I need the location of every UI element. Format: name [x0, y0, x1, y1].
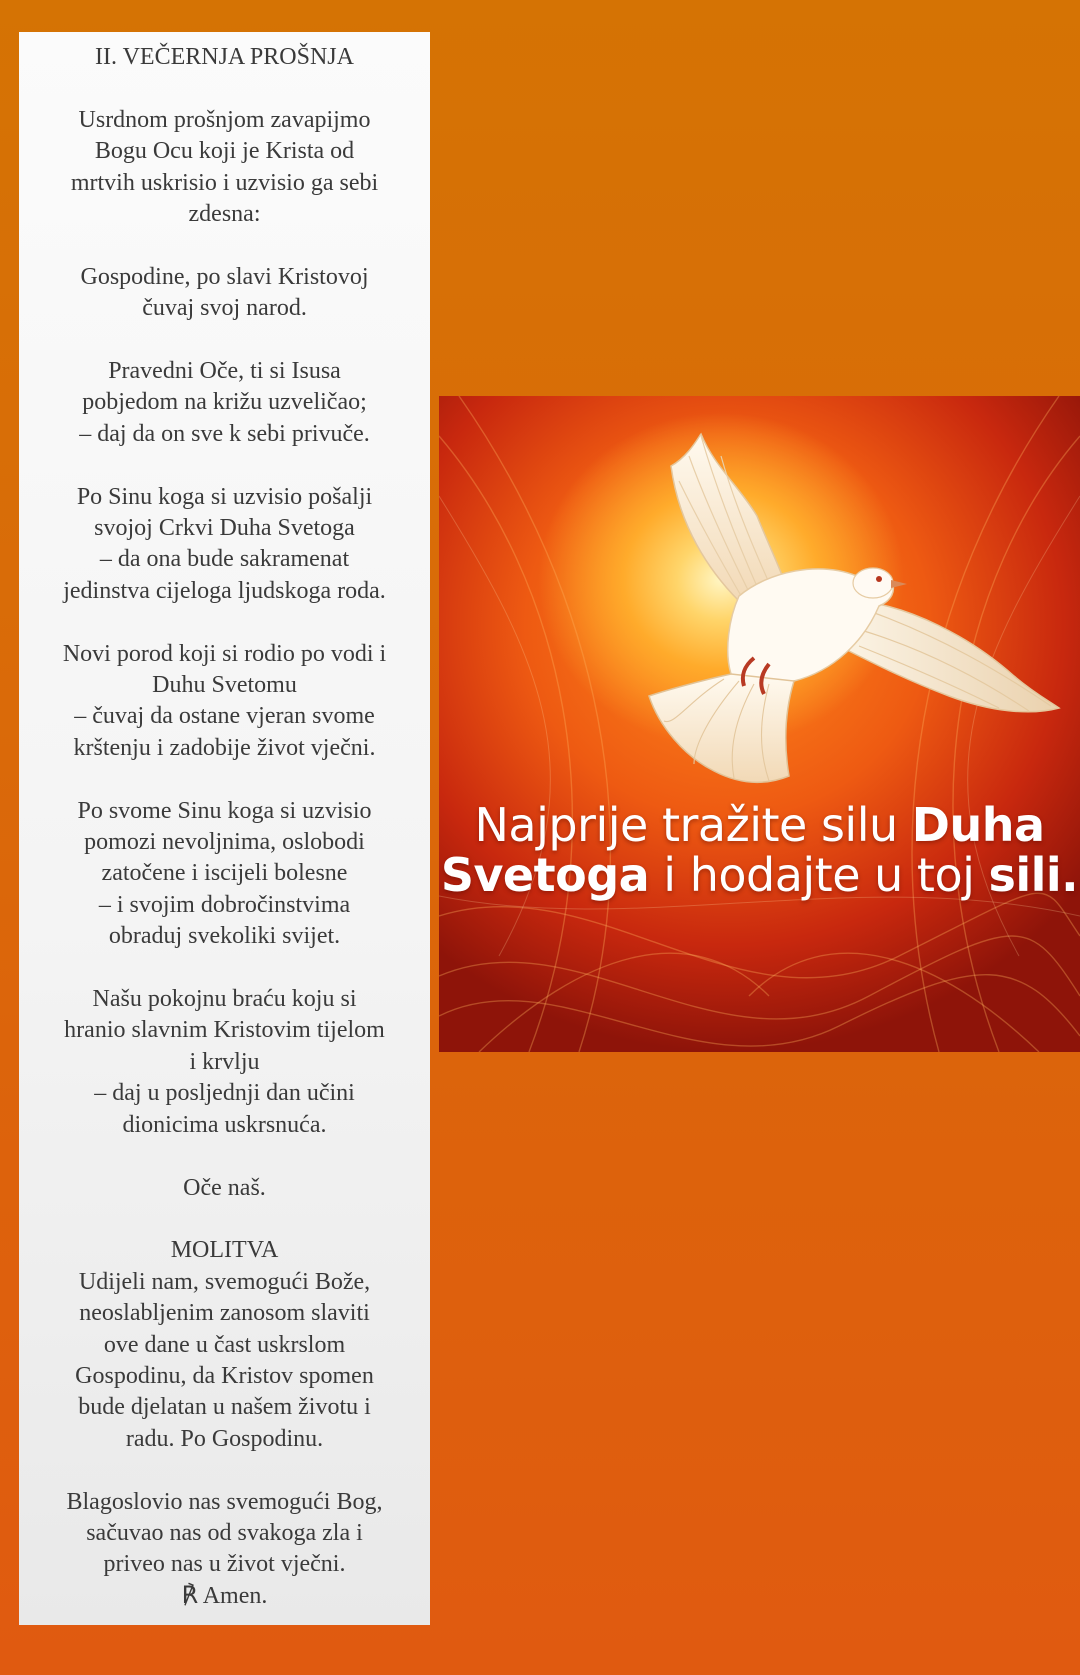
caption-line-1-normal: Najprije tražite silu	[474, 798, 912, 852]
molitva	[33, 1235, 416, 1455]
blessing-line: sačuvao nas od svakoga zla i	[86, 1519, 363, 1546]
caption-line-2	[441, 848, 1078, 902]
petition-line: hranio slavnim Kristovim tijelom	[64, 1017, 385, 1044]
petition-line: i krvlju	[189, 1048, 260, 1075]
molitva-line: Udijeli nam, svemogući Bože,	[78, 1268, 371, 1295]
prayer-response-line: Gospodine, po slavi Kristovoj	[80, 263, 369, 290]
petition-line: pomozi nevoljnima, oslobodi	[84, 829, 365, 856]
image-caption	[439, 800, 1080, 900]
molitva-line: ove dane u čast uskrslom	[103, 1331, 346, 1358]
petition-line: dionicima uskrsnuća.	[122, 1111, 327, 1138]
petition-1	[33, 356, 416, 450]
petition-5	[33, 984, 416, 1141]
caption-line-2-bold-end: sili.	[988, 848, 1079, 902]
petition-line: – da ona bude sakramenat	[99, 546, 350, 573]
petition-line: Našu pokojnu braću koju si	[92, 986, 357, 1013]
petition-line: jedinstva cijeloga ljudskoga roda.	[63, 577, 386, 604]
petition-3	[33, 639, 416, 765]
caption-line-1-bold: Duha	[911, 798, 1045, 852]
petition-line: Novi porod koji si rodio po vodi i	[62, 640, 387, 667]
petition-line: Pravedni Oče, ti si Isusa	[108, 358, 341, 385]
petition-line: – čuvaj da ostane vjeran svome	[74, 703, 375, 730]
petition-4	[33, 796, 416, 953]
petition-line: zatočene i iscijeli bolesne	[101, 860, 348, 887]
prayer-intro-line: Usrdnom prošnjom zavapijmo	[78, 106, 371, 133]
petition-2	[33, 482, 416, 608]
molitva-line: neoslabljenim zanosom slaviti	[79, 1300, 370, 1327]
caption-line-2-bold: Svetoga	[440, 848, 650, 902]
petition-line: svojoj Crkvi Duha Svetoga	[94, 515, 355, 542]
molitva-line: Gospodinu, da Kristov spomen	[75, 1362, 374, 1389]
prayer-intro-line: Bogu Ocu koji je Krista od	[94, 138, 355, 165]
petition-line: – i svojim dobročinstvima	[98, 891, 351, 918]
blessing-amen: ℟ Amen.	[181, 1582, 268, 1609]
molitva-line: radu. Po Gospodinu.	[125, 1425, 324, 1452]
petition-line: Duhu Svetomu	[152, 672, 297, 699]
prayer-title	[33, 42, 416, 73]
blessing	[33, 1487, 416, 1613]
prayer-text-card	[19, 32, 430, 1625]
holy-spirit-image	[439, 396, 1080, 1052]
molitva-line: bude djelatan u našem životu i	[78, 1394, 371, 1421]
petition-line: obraduj svekoliki svijet.	[108, 923, 341, 950]
petition-line: krštenju i zadobije život vječni.	[73, 734, 376, 761]
caption-line-2-normal: i hodajte u toj	[649, 848, 989, 902]
blessing-line: Blagoslovio nas svemogući Bog,	[66, 1488, 383, 1515]
dove-icon	[439, 396, 1080, 1052]
petition-line: Po svome Sinu koga si uzvisio	[77, 797, 372, 824]
petition-line: pobjedom na križu uzveličao;	[82, 389, 367, 416]
petition-line: Po Sinu koga si uzvisio pošalji	[76, 483, 373, 510]
petition-line: – daj da on sve k sebi privuče.	[79, 420, 370, 447]
prayer-title-text: II. VEČERNJA PROŠNJA	[95, 44, 354, 70]
prayer-intro-line: mrtvih uskrisio i uzvisio ga sebi	[70, 169, 379, 196]
prayer-intro-line: zdesna:	[188, 201, 261, 228]
prayer-response	[33, 262, 416, 325]
prayer-response-line: čuvaj svoj narod.	[142, 295, 307, 322]
blessing-line: priveo nas u život vječni.	[103, 1551, 346, 1578]
our-father-text: Oče naš.	[183, 1174, 266, 1201]
caption-line-1	[474, 798, 1044, 852]
molitva-heading: MOLITVA	[170, 1237, 279, 1264]
prayer-intro	[33, 105, 416, 231]
petition-line: – daj u posljednji dan učini	[94, 1080, 355, 1107]
our-father	[33, 1173, 416, 1204]
